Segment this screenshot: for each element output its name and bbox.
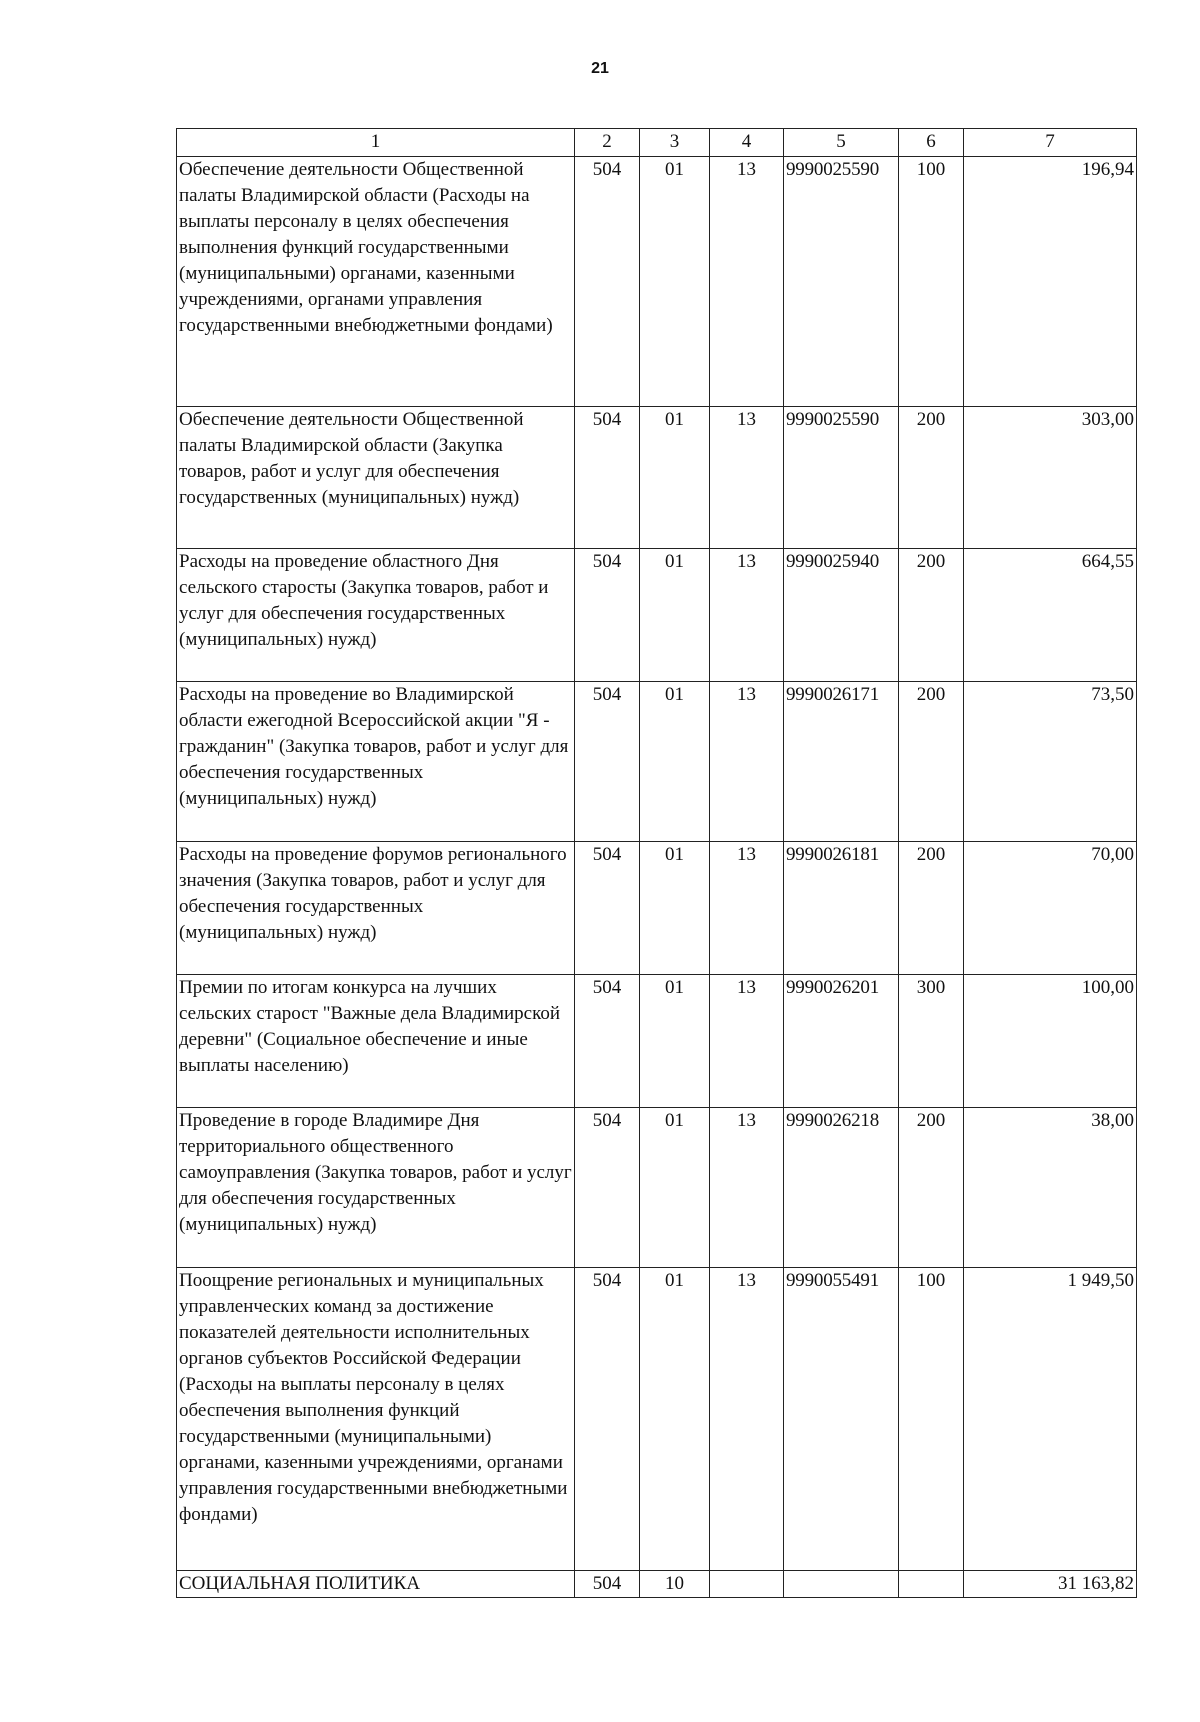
expense-name-cell: Расходы на проведение во Владимирской области ежегодной Всероссийской акции "Я - гражданин" (Закупка товаров, работ и услуг для обеспечения государственных (муниципальных) нужд) [177,682,575,842]
expense-type-cell: 200 [899,407,964,549]
column-header: 5 [784,129,899,157]
ministry-code-cell: 504 [575,1571,640,1598]
section-code-cell: 01 [640,842,710,975]
section-code-cell: 01 [640,682,710,842]
target-article-cell: 9990026218 [784,1108,899,1268]
target-article-cell: 9990026181 [784,842,899,975]
expense-name-cell: Премии по итогам конкурса на лучших сельских старост "Важные дела Владимирской деревни" (Социальное обеспечение и иные выплаты населению) [177,975,575,1108]
subsection-code-cell [710,1571,784,1598]
section-code-cell: 01 [640,1108,710,1268]
column-header: 6 [899,129,964,157]
section-code-cell: 01 [640,1268,710,1571]
amount-cell: 31 163,82 [964,1571,1137,1598]
section-code-cell: 01 [640,157,710,407]
table-row [177,1268,1137,1571]
subsection-code-cell: 13 [710,1108,784,1268]
expense-type-cell: 200 [899,682,964,842]
table-row [177,842,1137,975]
subsection-code-cell: 13 [710,975,784,1108]
column-header: 4 [710,129,784,157]
table-row [177,549,1137,682]
table-header-row [177,129,1137,157]
amount-cell: 303,00 [964,407,1137,549]
amount-cell: 1 949,50 [964,1268,1137,1571]
target-article-cell [784,1571,899,1598]
ministry-code-cell: 504 [575,1268,640,1571]
expense-type-cell: 200 [899,1108,964,1268]
section-title-cell: СОЦИАЛЬНАЯ ПОЛИТИКА [177,1571,575,1598]
expense-type-cell: 200 [899,549,964,682]
expense-name-cell: Расходы на проведение форумов регионального значения (Закупка товаров, работ и услуг для обеспечения государственных (муниципальных) нужд) [177,842,575,975]
expense-type-cell [899,1571,964,1598]
amount-cell: 664,55 [964,549,1137,682]
target-article-cell: 9990055491 [784,1268,899,1571]
subsection-code-cell: 13 [710,842,784,975]
expense-name-cell: Проведение в городе Владимире Дня территориального общественного самоуправления (Закупка товаров, работ и услуг для обеспечения государственных (муниципальных) нужд) [177,1108,575,1268]
column-header: 1 [177,129,575,157]
table-row [177,682,1137,842]
target-article-cell: 9990026171 [784,682,899,842]
expense-name-cell: Обеспечение деятельности Общественной палаты Владимирской области (Расходы на выплаты персоналу в целях обеспечения выполнения функций государственными (муниципальными) органами, казенными учреждениями, органами управления государственными внебюджетными фондами) [177,157,575,407]
target-article-cell: 9990025590 [784,157,899,407]
expense-type-cell: 200 [899,842,964,975]
column-header: 2 [575,129,640,157]
subsection-code-cell: 13 [710,682,784,842]
target-article-cell: 9990026201 [784,975,899,1108]
amount-cell: 73,50 [964,682,1137,842]
ministry-code-cell: 504 [575,1108,640,1268]
section-code-cell: 10 [640,1571,710,1598]
subsection-code-cell: 13 [710,549,784,682]
expense-name-cell: Поощрение региональных и муниципальных управленческих команд за достижение показателей деятельности исполнительных органов субъектов Российской Федерации (Расходы на выплаты персоналу в целях обеспечения выполнения функций государственными (муниципальными) органами, казенными учреждениями, органами управления государственными внебюджетными фондами) [177,1268,575,1571]
expense-type-cell: 300 [899,975,964,1108]
ministry-code-cell: 504 [575,549,640,682]
column-header: 7 [964,129,1137,157]
section-code-cell: 01 [640,407,710,549]
table-row [177,157,1137,407]
page-number: 21 [591,60,609,77]
amount-cell: 100,00 [964,975,1137,1108]
ministry-code-cell: 504 [575,682,640,842]
expense-name-cell: Расходы на проведение областного Дня сельского старосты (Закупка товаров, работ и услуг для обеспечения государственных (муниципальных) нужд) [177,549,575,682]
ministry-code-cell: 504 [575,157,640,407]
ministry-code-cell: 504 [575,842,640,975]
subsection-code-cell: 13 [710,157,784,407]
amount-cell: 196,94 [964,157,1137,407]
amount-cell: 70,00 [964,842,1137,975]
section-total-row [177,1571,1137,1598]
table-row [177,975,1137,1108]
target-article-cell: 9990025590 [784,407,899,549]
amount-cell: 38,00 [964,1108,1137,1268]
section-code-cell: 01 [640,975,710,1108]
subsection-code-cell: 13 [710,1268,784,1571]
expense-type-cell: 100 [899,1268,964,1571]
section-code-cell: 01 [640,549,710,682]
table-row [177,407,1137,549]
table-row [177,1108,1137,1268]
expense-type-cell: 100 [899,157,964,407]
ministry-code-cell: 504 [575,975,640,1108]
expense-name-cell: Обеспечение деятельности Общественной палаты Владимирской области (Закупка товаров, работ и услуг для обеспечения государственных (муниципальных) нужд) [177,407,575,549]
column-header: 3 [640,129,710,157]
budget-table [176,128,1137,1598]
subsection-code-cell: 13 [710,407,784,549]
ministry-code-cell: 504 [575,407,640,549]
target-article-cell: 9990025940 [784,549,899,682]
